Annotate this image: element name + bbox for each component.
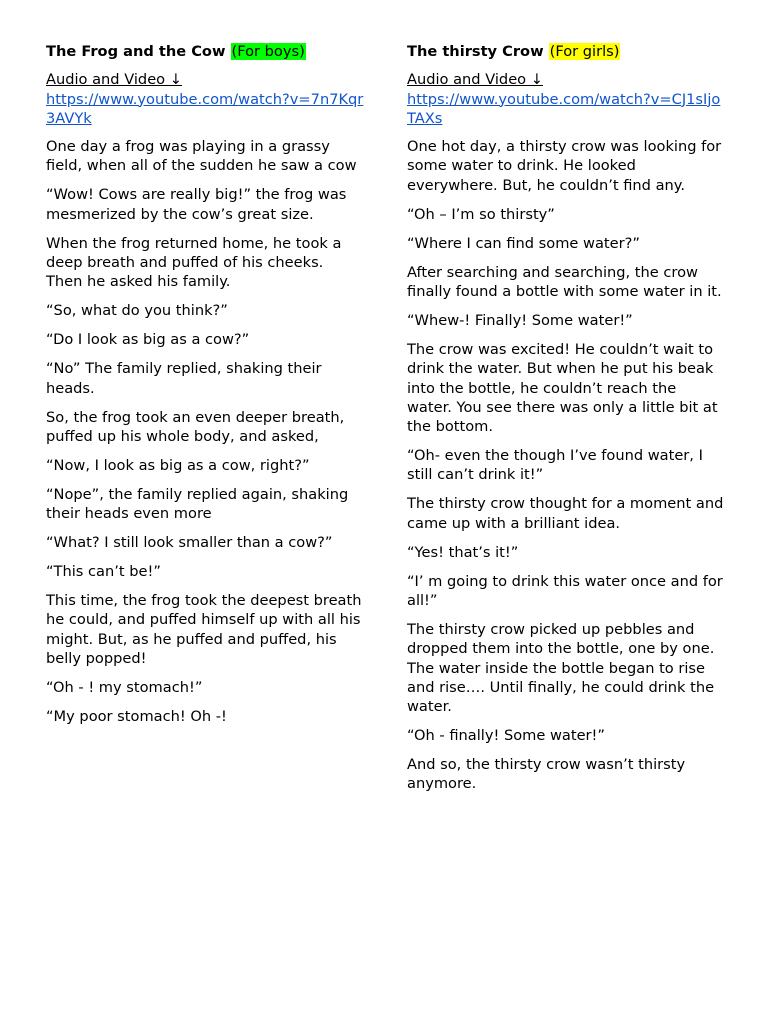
paragraph: One day a frog was playing in a grassy field, when all of the sudden he saw a cow (46, 138, 357, 175)
paragraph: “Oh - ! my stomach!” (46, 678, 203, 696)
story-column-crow (407, 42, 725, 803)
story-body-frog (46, 137, 364, 726)
paragraph: “What? I still look smaller than a cow?” (46, 534, 333, 552)
paragraph: After searching and searching, the crow finally found a bottle with some water in it. (407, 263, 722, 301)
paragraph: One hot day, a thirsty crow was looking for some water to drink. He looked everywhere. But, he couldn’t find any. (407, 138, 722, 194)
audio-video-label: Audio and Video ↓ (46, 71, 182, 89)
youtube-link-frog[interactable]: https://www.youtube.com/watch?v=7n7Kqr3AVYk (46, 90, 364, 127)
paragraph: This time, the frog took the deepest breath he could, and puffed himself up with all his might. But, as he puffed and puffed, his belly popped! (46, 592, 362, 667)
paragraph: “Where I can find some water?” (407, 234, 640, 252)
paragraph: “Wow! Cows are really big!” the frog was mesmerized by the cow’s great size. (46, 186, 347, 223)
paragraph: “Oh – I’m so thirsty” (407, 205, 555, 223)
paragraph: “I’ m going to drink this water once and for all!” (407, 572, 723, 610)
paragraph: “Now, I look as big as a cow, right?” (46, 456, 310, 474)
paragraph: The thirsty crow picked up pebbles and dropped them into the bottle, one by one. The water inside the bottle began to rise and rise…. Until finally, he could drink the water. (407, 621, 715, 716)
paragraph: “Nope”, the family replied again, shaking their heads even more (46, 485, 349, 523)
youtube-link-crow[interactable]: https://www.youtube.com/watch?v=CJ1sIjoTAXs (407, 90, 721, 127)
paragraph: “Whew-! Finally! Some water!” (407, 312, 633, 330)
paragraph: The thirsty crow thought for a moment and came up with a brilliant idea. (407, 495, 724, 532)
paragraph: “So, what do you think?” (46, 302, 228, 320)
paragraph: “Oh- even the though I’ve found water, I still can’t drink it!” (407, 447, 703, 484)
paragraph: The crow was excited! He couldn’t wait to drink the water. But when he put his beak into the bottle, he couldn’t reach the water. You see there was only a little bit at the bottom. (407, 341, 718, 436)
paragraph: And so, the thirsty crow wasn’t thirsty anymore. (407, 756, 686, 793)
story-title-text: The thirsty Crow (407, 43, 544, 60)
audience-tag-girls: (For girls) (549, 43, 620, 60)
paragraph: “Do I look as big as a cow?” (46, 331, 250, 349)
story-title-frog (46, 42, 364, 61)
paragraph: “My poor stomach! Oh -! (46, 707, 227, 725)
paragraph: “This can’t be!” (46, 563, 161, 581)
story-column-frog (46, 42, 364, 736)
paragraph: “No” The family replied, shaking their heads. (46, 360, 322, 397)
paragraph: So, the frog took an even deeper breath, puffed up his whole body, and asked, (46, 408, 345, 445)
audience-tag-boys: (For boys) (231, 43, 305, 60)
audio-video-label: Audio and Video ↓ (407, 71, 543, 89)
story-body-crow (407, 137, 725, 794)
paragraph: When the frog returned home, he took a deep breath and puffed of his cheeks. Then he asked his family. (46, 234, 342, 291)
paragraph: “Yes! that’s it!” (407, 543, 519, 561)
story-title-text: The Frog and the Cow (46, 43, 226, 60)
story-title-crow (407, 42, 725, 61)
paragraph: “Oh - finally! Some water!” (407, 727, 605, 745)
